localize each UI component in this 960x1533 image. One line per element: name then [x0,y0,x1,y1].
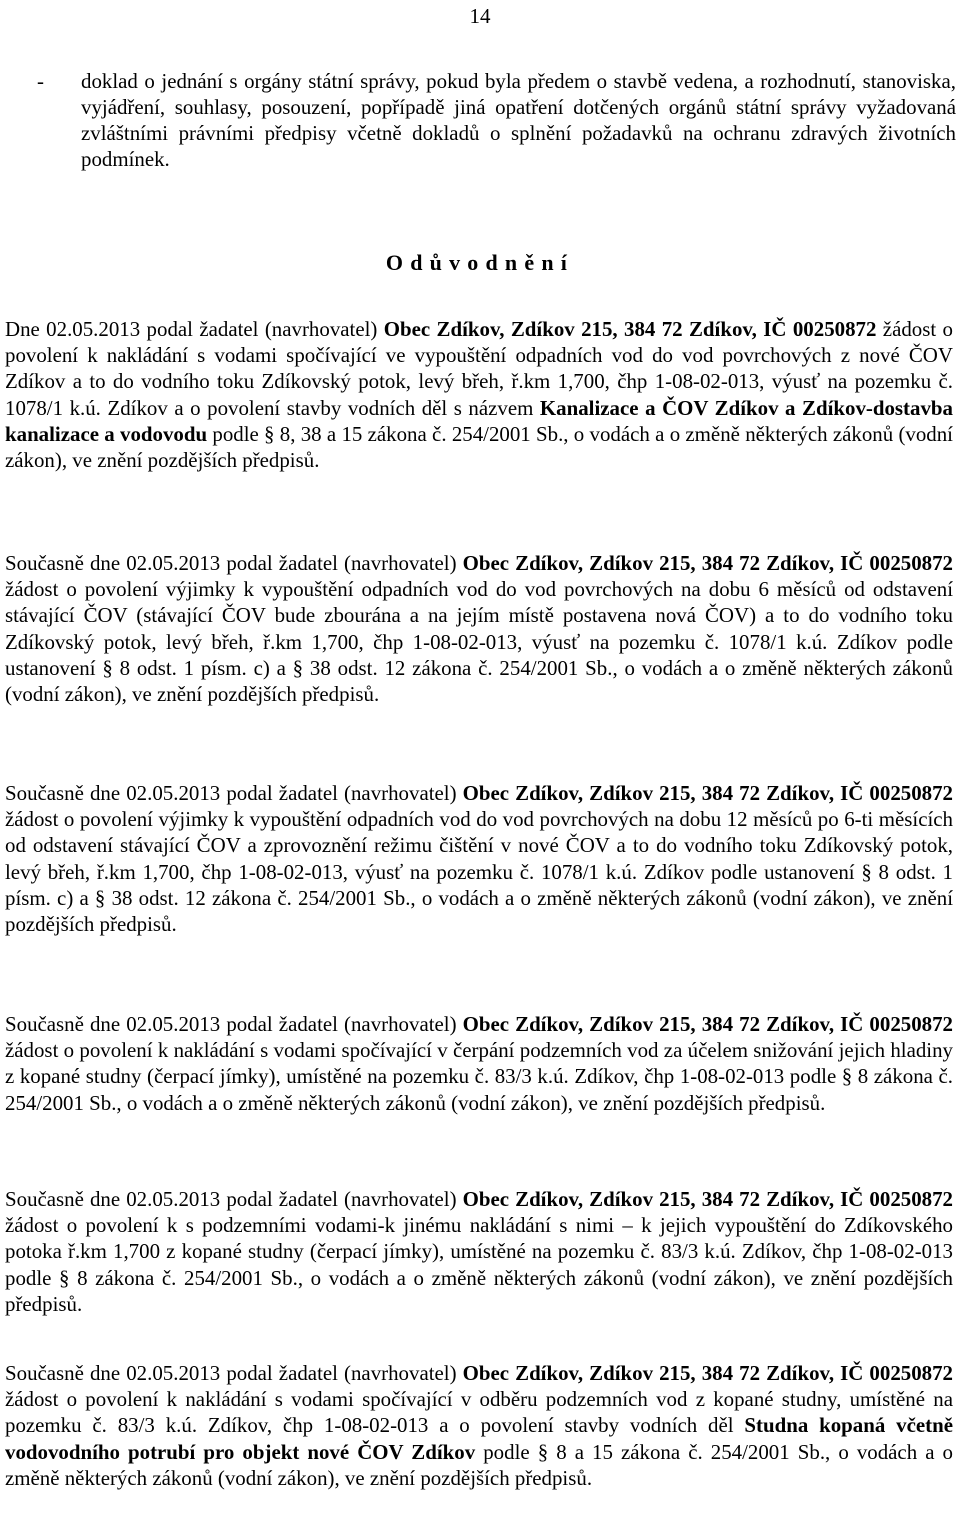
p2-applicant: Obec Zdíkov, Zdíkov 215, 384 72 Zdíkov, IČ 00250872 [462,551,953,575]
p6-project-name: Studna kopaná včetně vodovodního potrubí pro objekt nové ČOV Zdíkov [5,1413,953,1464]
p2-text-a: Současně dne 02.05.2013 podal žadatel (navrhovatel) [5,551,463,575]
p1-text-c: žádost o povolení k nakládání s vodami spočívající ve vypouštění odpadních vod do vod povrchových z nové ČOV Zdíkov a to do vodního toku Zdíkovský potok, levý břeh, ř.km 1,700, čhp 1-08-02-013, výusť na pozemku č. 1078/1 k.ú. Zdíkov a o povolení stavby vodních děl s názvem [5,317,953,420]
p1-applicant: Obec Zdíkov, Zdíkov 215, 384 72 Zdíkov, IČ 00250872 [383,317,877,341]
paragraph-5 [5,1186,953,1317]
page-number: 14 [469,4,491,28]
p4-text-a: Současně dne 02.05.2013 podal žadatel (navrhovatel) [5,1012,463,1036]
p2-text-c: žádost o povolení výjimky k vypouštění odpadních vod do vod povrchových na dobu 6 měsíců od odstavení stávající ČOV (stávající ČOV bude zbourána a na jejím místě postavena nová ČOV) a to do vodního toku Zdíkovský potok, levý břeh, ř.km 1,700, čhp 1-08-02-013, výusť na pozemku č. 1078/1 k.ú. Zdíkov podle ustanovení § 8 odst. 1 písm. c) a § 38 odst. 12 zákona č. 254/2001 Sb., o vodách a o změně některých zákonů (vodní zákon), ve znění pozdějších předpisů. [5,577,953,707]
p1-text-e: podle § 8, 38 a 15 zákona č. 254/2001 Sb., o vodách a o změně některých zákonů (vodní zákon), ve znění pozdějších předpisů. [5,421,953,473]
intro-text: doklad o jednání s orgány státní správy, pokud byla předem o stavbě vedena, a rozhodnutí, stanoviska, vyjádření, souhlasy, posouzení, popřípadě jiná opatření dotčených orgánů státní správy vyžadovaná zvláštními právními předpisy včetně dokladů o splnění požadavků na ochranu zdravých životních podmínek. [81,69,956,171]
intro-list-item [37,68,956,172]
list-dash: - [37,69,44,93]
p6-applicant: Obec Zdíkov, Zdíkov 215, 384 72 Zdíkov, IČ 00250872 [462,1361,953,1385]
paragraph-3 [5,780,953,937]
p5-text-c: žádost o povolení k s podzemními vodami-k jinému nakládání s nimi – k jejich vypouštění do Zdíkovského potoka ř.km 1,700 z kopané studny (čerpací jímky), umístěné na pozemku č. 83/3 k.ú. Zdíkov, čhp 1-08-02-013 podle § 8 zákona č. 254/2001 Sb., o vodách a o změně některých zákonů (vodní zákon), ve znění pozdějších předpisů. [5,1213,953,1316]
paragraph-1 [5,316,953,473]
paragraph-2 [5,550,953,707]
p1-text-a: Dne 02.05.2013 podal žadatel (navrhovatel) [5,317,384,341]
p4-applicant: Obec Zdíkov, Zdíkov 215, 384 72 Zdíkov, IČ 00250872 [462,1012,953,1036]
section-heading: Odůvodnění [385,250,575,275]
p4-text-c: žádost o povolení k nakládání s vodami spočívající v čerpání podzemních vod za účelem snižování jejich hladiny z kopané studny (čerpací jímky), umístěné na pozemku č. 83/3 k.ú. Zdíkov, čhp 1-08-02-013 podle § 8 zákona č. 254/2001 Sb., o vodách a o změně některých zákonů (vodní zákon), ve znění pozdějších předpisů. [5,1038,953,1115]
paragraph-6 [5,1360,953,1491]
p3-text-a: Současně dne 02.05.2013 podal žadatel (navrhovatel) [5,781,463,805]
p5-text-a: Současně dne 02.05.2013 podal žadatel (navrhovatel) [5,1187,463,1211]
p6-text-c: žádost o povolení k nakládání s vodami spočívající v odběru podzemních vod z kopané studny, umístěné na pozemku č. 83/3 k.ú. Zdíkov, čhp 1-08-02-013 a o povolení stavby vodních děl [5,1387,953,1438]
p1-project-name: Kanalizace a ČOV Zdíkov a Zdíkov-dostavba kanalizace a vodovodu [5,395,953,446]
p3-applicant: Obec Zdíkov, Zdíkov 215, 384 72 Zdíkov, IČ 00250872 [462,781,953,805]
p6-text-e: podle § 8 a 15 zákona č. 254/2001 Sb., o vodách a o změně některých zákonů (vodní zákon), ve znění pozdějších předpisů. [5,1439,953,1490]
p5-applicant: Obec Zdíkov, Zdíkov 215, 384 72 Zdíkov, IČ 00250872 [462,1187,953,1211]
p6-text-a: Současně dne 02.05.2013 podal žadatel (navrhovatel) [5,1361,463,1385]
p3-text-c: žádost o povolení výjimky k vypouštění odpadních vod do vod povrchových na dobu 12 měsíců po 6-ti měsících od odstavení stávající ČOV a zprovoznění režimu čištění v nové ČOV a to do vodního toku Zdíkovský potok, levý břeh, ř.km 1,700, čhp 1-08-02-013, výusť na pozemku č. 1078/1 k.ú. Zdíkov podle ustanovení § 8 odst. 1 písm. c) a § 38 odst. 12 zákona č. 254/2001 Sb., o vodách a o změně některých zákonů (vodní zákon), ve znění pozdějších předpisů. [5,807,953,937]
paragraph-4 [5,1011,953,1116]
